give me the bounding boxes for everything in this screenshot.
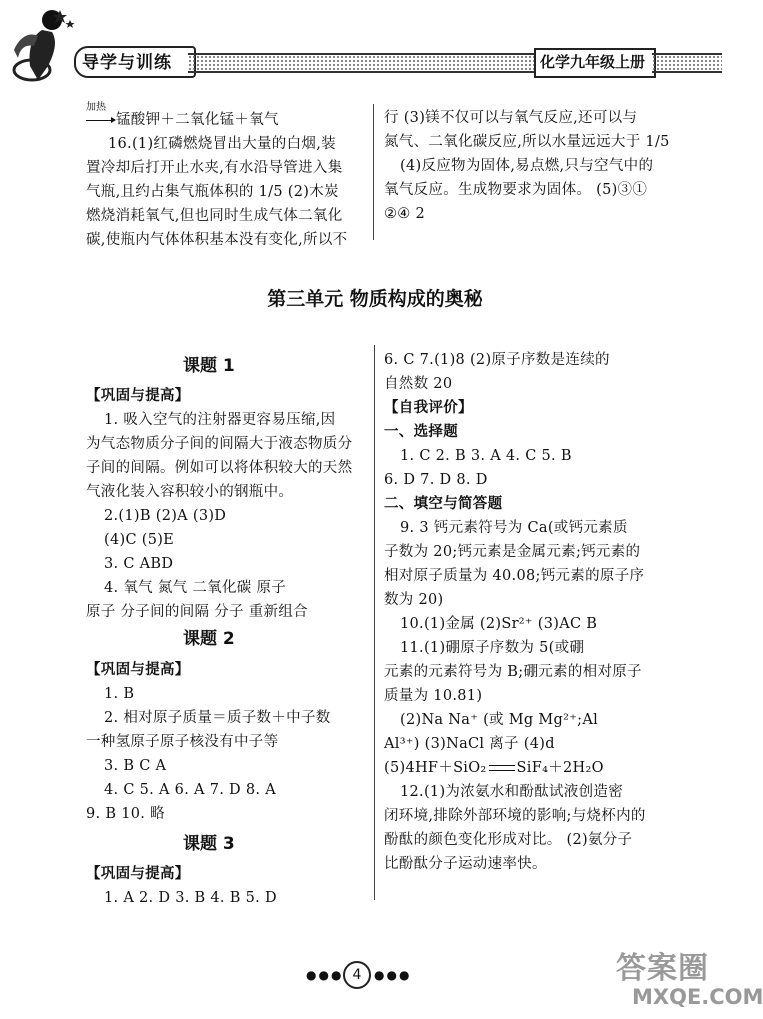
- answer-line: 6. D 7. D 8. D: [384, 472, 488, 488]
- answer-line: 气液化装入容积较小的钢瓶中。: [86, 484, 294, 500]
- page-number: 4: [343, 961, 371, 989]
- equals-sign-icon: [489, 765, 515, 771]
- unit-title: 第三单元 物质构成的奥秘: [267, 288, 483, 310]
- watermark-url: MXQE.COM: [632, 985, 763, 1009]
- answer-line: 3. B C A: [104, 758, 167, 774]
- part-heading: 一、选择题: [384, 424, 458, 440]
- answer-line: 行 (3)镁不仅可以与氧气反应,还可以与: [384, 110, 638, 126]
- reaction-arrow-icon: [86, 120, 114, 121]
- answer-line: 6. C 7.(1)8 (2)原子序数是连续的: [384, 352, 610, 368]
- header-dotted-tail: [652, 53, 722, 73]
- student-mascot-icon: [8, 6, 78, 84]
- answer-line: 3. C ABD: [104, 556, 174, 572]
- answer-line: (2)Na Na⁺ (或 Mg Mg²⁺;Al: [400, 712, 599, 728]
- answer-line: 闭环境,排除外部环境的影响;与烧杯内的: [384, 808, 646, 824]
- answer-line: 质量为 10.81): [384, 688, 483, 704]
- section-heading: 【巩固与提高】: [86, 388, 190, 404]
- answer-line: 氧气反应。生成物要求为固体。 (5)③①: [384, 182, 648, 198]
- lesson-title: 课题 3: [183, 834, 235, 854]
- column-divider-top: [373, 104, 374, 240]
- reaction-condition: 加热: [86, 102, 106, 113]
- equation-products: SiF₄＋2H₂O: [516, 760, 604, 776]
- answer-line: 9. B 10. 略: [86, 806, 165, 822]
- lesson-title: 课题 2: [183, 629, 235, 649]
- reaction-products: 锰酸钾＋二氧化锰＋氧气: [116, 112, 279, 128]
- answer-line: 气瓶,且约占集气瓶体积的 1/5 (2)木炭: [86, 184, 339, 200]
- answer-line: 氮气、二氧化碳反应,所以水量远远大于 1/5: [384, 134, 670, 150]
- answer-line: 12.(1)为浓氨水和酚酞试液创造密: [400, 784, 623, 800]
- answer-line: 10.(1)金属 (2)Sr²⁺ (3)AC B: [400, 616, 598, 632]
- lesson-title: 课题 1: [183, 356, 235, 376]
- answer-line: 原子 分子间的间隔 分子 重新组合: [86, 604, 308, 620]
- reaction-line: [86, 108, 279, 132]
- answer-line: 2. 相对原子质量＝质子数＋中子数: [104, 710, 331, 726]
- answer-line: 2.(1)B (2)A (3)D: [104, 508, 227, 524]
- answer-line: ②④ 2: [384, 206, 426, 222]
- answer-line: 燃烧消耗氧气,但也同时生成气体二氧化: [86, 208, 343, 224]
- part-heading: 二、填空与简答题: [384, 496, 503, 512]
- answer-line: 相对原子质量为 40.08;钙元素的原子序: [384, 568, 645, 584]
- answer-line: 置冷却后打开止水夹,有水沿导管进入集: [86, 160, 343, 176]
- section-heading: 【自我评价】: [384, 400, 473, 416]
- page-header: [0, 0, 750, 100]
- equation-line: [384, 756, 604, 780]
- answer-line: 数为 20): [384, 592, 444, 608]
- answer-line: 酚酞的颜色变化形成对比。 (2)氨分子: [384, 832, 633, 848]
- footer-dots-left: ●●●: [306, 968, 344, 982]
- answer-line: 4. 氧气 氮气 二氧化碳 原子: [104, 580, 287, 596]
- answer-line: 自然数 20: [384, 376, 453, 392]
- answer-line: 为气态物质分子间的间隔大于液态物质分: [86, 436, 353, 452]
- answer-line: Al³⁺) (3)NaCl 离子 (4)d: [384, 736, 555, 752]
- answer-line: (4)反应物为固体,易点燃,只与空气中的: [400, 158, 654, 174]
- column-divider-bottom: [374, 345, 375, 900]
- section-heading: 【巩固与提高】: [86, 866, 190, 882]
- answer-line: 9. 3 钙元素符号为 Ca(或钙元素质: [400, 520, 628, 536]
- answer-line: 比酚酞分子运动速率快。: [384, 856, 547, 872]
- answer-line: 1. A 2. D 3. B 4. B 5. D: [104, 890, 277, 906]
- equation-reactants: (5)4HF＋SiO₂: [384, 760, 487, 776]
- answer-line: 碳,使瓶内气体体积基本没有变化,所以不: [86, 232, 348, 248]
- answer-line: 元素的元素符号为 B;硼元素的相对原子: [384, 664, 642, 680]
- answer-line: 16.(1)红磷燃烧冒出大量的白烟,装: [108, 136, 336, 152]
- answer-line: 一种氢原子原子核没有中子等: [86, 734, 279, 750]
- answer-line: 子间的间隔。例如可以将体积较大的天然: [86, 460, 353, 476]
- answer-line: 1. C 2. B 3. A 4. C 5. B: [400, 448, 572, 464]
- watermark-logo: 答案圈: [616, 951, 709, 986]
- header-dotted-bar: [188, 53, 534, 73]
- answer-line: 4. C 5. A 6. A 7. D 8. A: [104, 782, 276, 798]
- answer-line: (4)C (5)E: [104, 532, 175, 548]
- answer-line: 1. 吸入空气的注射器更容易压缩,因: [104, 412, 336, 428]
- footer-dots-right: ●●●: [374, 968, 412, 982]
- answer-line: 1. B: [104, 686, 135, 702]
- grade-label: 化学九年级上册: [540, 53, 646, 71]
- answer-line: 子数为 20;钙元素是金属元素;钙元素的: [384, 544, 641, 560]
- answer-line: 11.(1)硼原子序数为 5(或硼: [400, 640, 585, 656]
- section-heading: 【巩固与提高】: [86, 662, 190, 678]
- brand-title: 导学与训练: [82, 53, 172, 73]
